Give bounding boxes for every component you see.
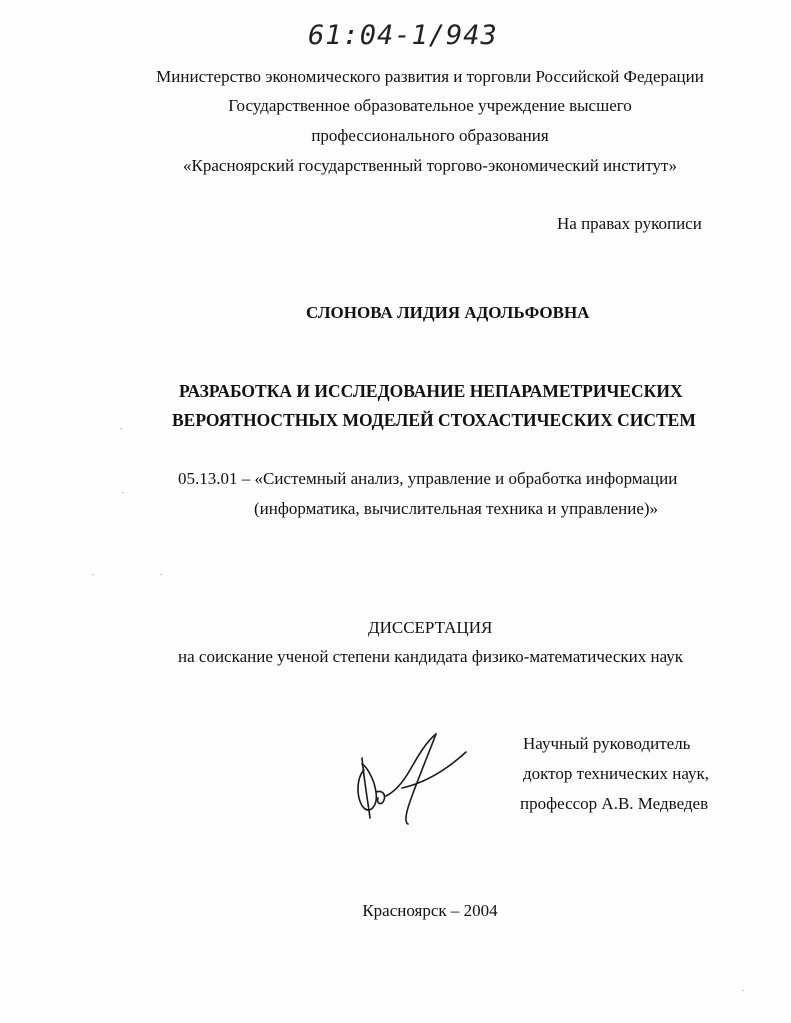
specialty-line-2: (информатика, вычислительная техника и управление)» <box>254 499 659 518</box>
thesis-title-line-1: РАЗРАБОТКА И ИССЛЕДОВАНИЕ НЕПАРАМЕТРИЧЕСКИХ <box>179 381 683 401</box>
handwritten-signature <box>350 730 475 830</box>
archive-number: 61:04-1/943 <box>308 20 498 51</box>
dissertation-label: ДИССЕРТАЦИЯ <box>368 618 493 637</box>
manuscript-note: На правах рукописи <box>557 214 702 233</box>
ministry-line: Министерство экономического развития и торговли Российской Федерации <box>156 67 704 86</box>
institute-name: «Красноярский государственный торгово-экономический институт» <box>183 156 677 175</box>
scan-speck <box>120 428 122 429</box>
specialty-line-1: 05.13.01 – «Системный анализ, управление и обработка информации <box>178 469 678 488</box>
scan-speck <box>160 574 162 575</box>
supervisor-degree: доктор технических наук, <box>523 764 710 783</box>
author-name: СЛОНОВА ЛИДИЯ АДОЛЬФОВНА <box>306 303 590 322</box>
dissertation-purpose: на соискание ученой степени кандидата физико-математических наук <box>178 647 684 666</box>
scan-speck <box>92 574 94 575</box>
place-year: Красноярск – 2004 <box>362 901 498 920</box>
institution-line-2: профессионального образования <box>311 126 549 145</box>
thesis-title-line-2: ВЕРОЯТНОСТНЫХ МОДЕЛЕЙ СТОХАСТИЧЕСКИХ СИСТЕМ <box>172 410 696 430</box>
institution-line-1: Государственное образовательное учреждение высшего <box>228 96 632 115</box>
scan-speck <box>742 990 744 991</box>
supervisor-name: профессор А.В. Медведев <box>520 794 709 813</box>
scan-speck <box>122 492 124 493</box>
supervisor-role: Научный руководитель <box>523 734 691 753</box>
